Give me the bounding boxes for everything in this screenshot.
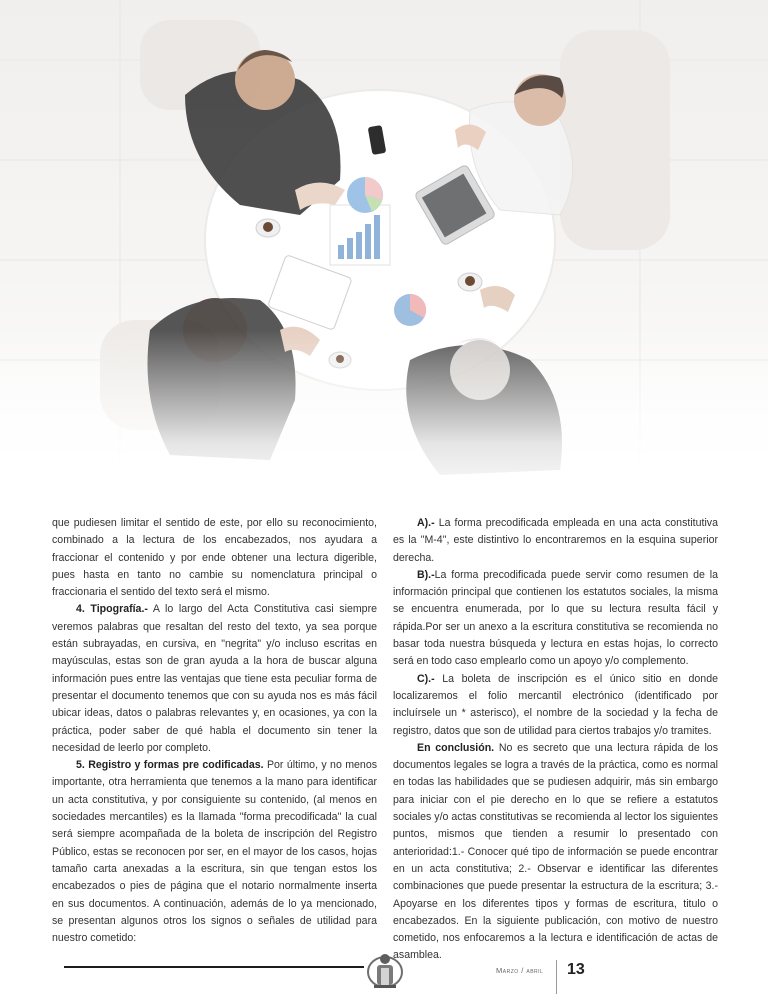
paragraph-text: Por último, y no menos importante, otra herramienta que tenemos a la mano para identificar un acta constitutiva, y por consiguiente su contenido, (al menos en sociedades mercantiles) es la llamada "forma precodificada" la cual será siempre acompañada de la boleta de inscripción del Registro Público, estas se reconocen por ser, en el mayor de los casos, hojas tamaño carta anexadas a la escritura, sin que tengan estos los encabezados o pies de página que el notario normalmente inserta en sus documentos. A continuación, además de lo ya mencionado, se presentan algunos otros los signos o señales de utilidad para nuestro cometido: (52, 759, 378, 945)
article-left-column (52, 515, 377, 947)
footer-rule (64, 966, 364, 968)
item-heading: B).- (417, 568, 435, 581)
publisher-logo-icon (366, 950, 404, 990)
paragraph-a (393, 515, 718, 567)
paragraph-tipografia (52, 601, 377, 757)
photo-fade-overlay (0, 330, 768, 505)
pie-chart-sheet-2 (394, 294, 426, 326)
paragraph: que pudiesen limitar el sentido de este, por ello su reconocimiento, combinado a la lectura de los encabezados, nos ayudara a fraccionar el contenido y por ende obtener una lectura digerible, pues hasta en tanto no cambie su nomenclatura principal o fraccionaria el sentido del texto será el mismo. (52, 517, 377, 599)
pie-chart-sheet (347, 177, 383, 213)
issue-label: Marzo / abril (496, 966, 544, 975)
chair (560, 30, 670, 250)
paragraph-conclusion (393, 740, 718, 965)
paragraph-text: No es secreto que una lectura rápida de los documentos legales se logra a través de la práctica, como es normal en todas las habilidades que se pudiesen adquirir, más sin embargo para iniciar con el pie derecho en lo que se refiere a estatutos sociales y/o actas constitutivas se recomienda al lector los siguientes puntos, mismos que tienden a resumir lo presentado con anterioridad:1.- Conocer qué tipo de información se puede encontrar en un acta constitutiva; 2.- Observar e identificar las diferentes combinaciones que puede presentar la estructura de la escritura; 3.- Apoyarse en los diferentes tipos y formas de escritura, titulo o encabezados. En la siguiente publicación, con motivo de nuestro cometido, nos enfocaremos a la lectura e identificación de actas de asamblea. (393, 741, 718, 962)
page-number: 13 (567, 961, 585, 978)
paragraph-registro (52, 757, 377, 947)
paragraph-text: A lo largo del Acta Constitutiva casi siempre veremos palabras que resaltan del resto del texto, ya sea porque están subrayadas, en cursiva, en "negrita" y/o incluso escritas en mayúsculas, estas son de gran ayuda a la hora de buscar alguna información pues entre las ventajas que tiene esta peculiar forma de presentar el documento tenemos que con su ayuda nos es más fácil ubicar ideas, datos o palabras relevantes y, en ocasiones, ya con la práctica, poder saber de qué habla el documento sin tener la necesidad de leerlo por completo. (52, 603, 377, 754)
footer-divider (556, 960, 557, 994)
item-heading: A).- (417, 517, 435, 529)
paragraph-c (393, 671, 718, 740)
paragraph-text: La forma precodificada empleada en una acta constitutiva es la "M-4", este distintivo lo encontraremos en la esquina superior derecha. (393, 517, 718, 564)
paragraph-b (393, 567, 718, 671)
paragraph-text: La forma precodificada puede servir como resumen de la información principal que contienen los estatutos sociales, la misma se encuentra enumerada, por lo que su lectura resulta fácil y rápida.Por ser un anexo a la escritura constitutiva se recomienda no basar toda nuestra búsqueda y lectura en estas hojas, lo correcto será en todo caso emplearlo como un apoyo y/o complemento. (393, 568, 718, 668)
article-right-column (393, 515, 718, 965)
item-heading: C).- (417, 672, 435, 685)
paragraph-text: La boleta de inscripción es el único sitio en donde localizaremos el folio mercantil electrónico (identificado por incluírsele un * asterisco), el nombre de la sociedad y la fecha de registro, datos que son de utilidad para ciertos trabajos y/o tramites. (393, 672, 718, 737)
section-heading: 4. Tipografía.- (76, 603, 148, 616)
section-heading: 5. Registro y formas pre codificadas. (76, 759, 264, 772)
section-heading: En conclusión. (417, 741, 495, 754)
